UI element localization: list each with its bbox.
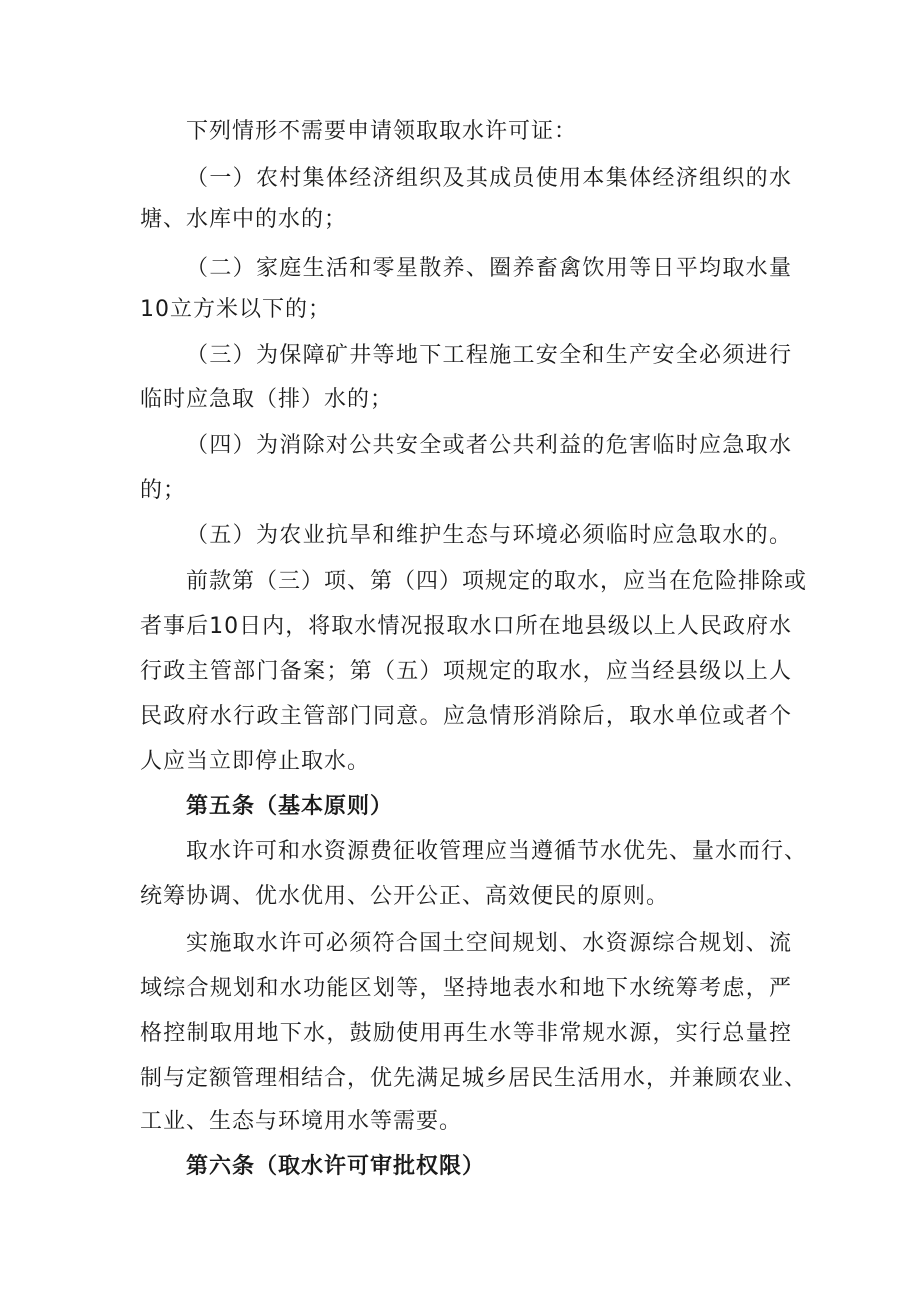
item-3-line-2: 临时应急取（排）水的； bbox=[140, 387, 394, 412]
paragraph-filing-line-1: 前款第（三）项、第（四）项规定的取水，应当在危险排除或 bbox=[186, 569, 808, 594]
item-2-line-2: 10立方米以下的； bbox=[140, 297, 331, 322]
paragraph-filing-line-5: 人应当立即停止取水。 bbox=[140, 749, 371, 774]
paragraph-filing-line-3: 行政主管部门备案；第（五）项规定的取水，应当经县级以上人 bbox=[140, 659, 792, 684]
item-1-line-1: （一）农村集体经济组织及其成员使用本集体经济组织的水 bbox=[186, 166, 792, 191]
item-4-line-2: 的； bbox=[140, 478, 187, 503]
item-1-line-2: 塘、水库中的水的； bbox=[140, 207, 348, 232]
implementation-line-1: 实施取水许可必须符合国土空间规划、水资源综合规划、流 bbox=[186, 931, 792, 956]
article-6-heading: 第六条（取水许可审批权限） bbox=[186, 1154, 486, 1179]
implementation-line-5: 工业、生态与环境用水等需要。 bbox=[140, 1109, 463, 1134]
principle-line-1: 取水许可和水资源费征收管理应当遵循节水优先、量水而行、 bbox=[186, 839, 808, 864]
article-5-heading: 第五条（基本原则） bbox=[186, 794, 394, 819]
paragraph-intro: 下列情形不需要申请领取取水许可证： bbox=[186, 119, 578, 144]
implementation-line-3: 格控制取用地下水，鼓励使用再生水等非常规水源，实行总量控 bbox=[140, 1021, 792, 1046]
implementation-line-4: 制与定额管理相结合，优先满足城乡居民生活用水，并兼顾农业、 bbox=[140, 1066, 808, 1091]
implementation-line-2: 域综合规划和水功能区划等，坚持地表水和地下水统筹考虑，严 bbox=[140, 976, 792, 1001]
item-3-line-1: （三）为保障矿井等地下工程施工安全和生产安全必须进行 bbox=[186, 343, 792, 368]
item-4-line-1: （四）为消除对公共安全或者公共利益的危害临时应急取水 bbox=[186, 433, 792, 458]
paragraph-filing-line-4: 民政府水行政主管部门同意。应急情形消除后，取水单位或者个 bbox=[140, 704, 792, 729]
item-5-line-1: （五）为农业抗旱和维护生态与环境必须临时应急取水的。 bbox=[186, 523, 792, 548]
principle-line-2: 统筹协调、优水优用、公开公正、高效便民的原则。 bbox=[140, 884, 670, 909]
item-2-line-1: （二）家庭生活和零星散养、圈养畜禽饮用等日平均取水量 bbox=[186, 256, 792, 281]
paragraph-filing-line-2: 者事后10日内，将取水情况报取水口所在地县级以上人民政府水 bbox=[140, 614, 792, 639]
